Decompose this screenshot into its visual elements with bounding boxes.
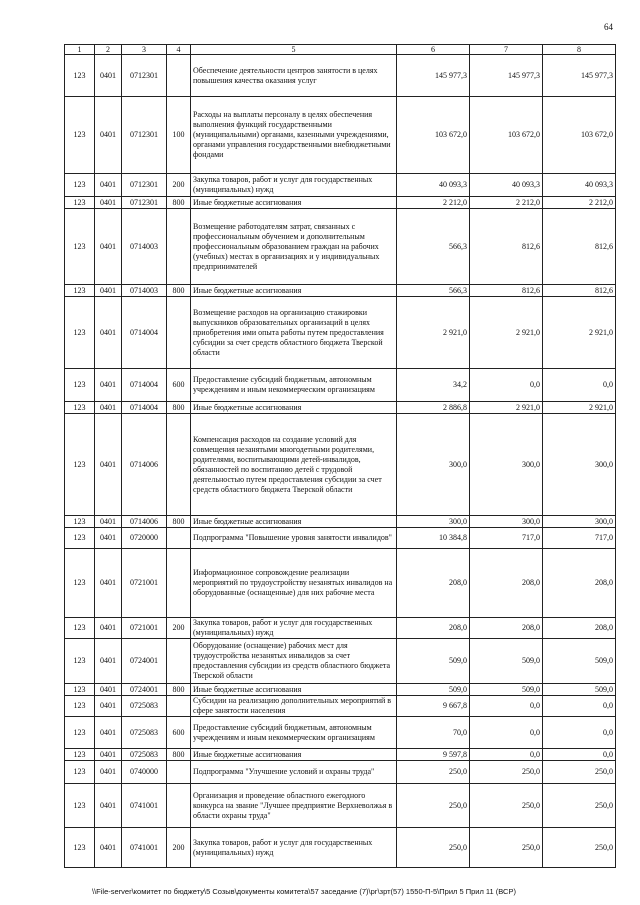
cell-c4	[167, 209, 191, 285]
cell-c1: 123	[65, 97, 95, 174]
cell-c2: 0401	[95, 197, 122, 209]
cell-c2: 0401	[95, 761, 122, 784]
cell-c2: 0401	[95, 749, 122, 761]
cell-v7: 0,0	[470, 717, 543, 749]
cell-c2: 0401	[95, 297, 122, 369]
cell-v8: 509,0	[543, 684, 616, 696]
cell-c2: 0401	[95, 285, 122, 297]
cell-c1: 123	[65, 749, 95, 761]
cell-v7: 40 093,3	[470, 174, 543, 197]
cell-v8: 2 921,0	[543, 297, 616, 369]
cell-v6: 509,0	[397, 684, 470, 696]
cell-c2: 0401	[95, 97, 122, 174]
cell-c2: 0401	[95, 717, 122, 749]
cell-v6: 509,0	[397, 639, 470, 684]
cell-c1: 123	[65, 209, 95, 285]
row-description: Иные бюджетные ассигнования	[191, 749, 397, 761]
cell-v7: 2 921,0	[470, 297, 543, 369]
column-header: 3	[122, 45, 167, 55]
cell-c1: 123	[65, 197, 95, 209]
cell-c2: 0401	[95, 784, 122, 828]
column-header: 7	[470, 45, 543, 55]
cell-c4	[167, 297, 191, 369]
table-row	[65, 761, 616, 784]
table-row	[65, 369, 616, 402]
cell-c3: 0725083	[122, 696, 167, 717]
cell-c4: 600	[167, 717, 191, 749]
table-row	[65, 209, 616, 285]
cell-v8: 717,0	[543, 528, 616, 549]
row-description: Подпрограмма "Улучшение условий и охраны труда"	[191, 761, 397, 784]
cell-c1: 123	[65, 414, 95, 516]
row-description: Иные бюджетные ассигнования	[191, 285, 397, 297]
cell-v8: 0,0	[543, 369, 616, 402]
cell-v8: 250,0	[543, 784, 616, 828]
cell-c3: 0724001	[122, 684, 167, 696]
cell-c4: 200	[167, 174, 191, 197]
cell-c4	[167, 528, 191, 549]
row-description: Оборудование (оснащение) рабочих мест для трудоустройства незанятых инвалидов за счет предоставления субсидии из средств областного бюджета Тверской области	[191, 639, 397, 684]
table-row	[65, 717, 616, 749]
cell-c4: 800	[167, 516, 191, 528]
table-row	[65, 402, 616, 414]
cell-c3: 0712301	[122, 55, 167, 97]
cell-v7: 250,0	[470, 828, 543, 868]
cell-c3: 0714006	[122, 516, 167, 528]
cell-v7: 0,0	[470, 369, 543, 402]
row-description: Иные бюджетные ассигнования	[191, 402, 397, 414]
column-header: 2	[95, 45, 122, 55]
cell-v8: 208,0	[543, 549, 616, 618]
cell-v6: 300,0	[397, 516, 470, 528]
cell-c4: 600	[167, 369, 191, 402]
cell-c1: 123	[65, 618, 95, 639]
cell-v6: 300,0	[397, 414, 470, 516]
cell-v7: 812,6	[470, 209, 543, 285]
cell-c3: 0714003	[122, 209, 167, 285]
cell-c3: 0714003	[122, 285, 167, 297]
budget-table	[64, 44, 616, 868]
cell-v7: 208,0	[470, 549, 543, 618]
cell-c4: 100	[167, 97, 191, 174]
cell-c2: 0401	[95, 402, 122, 414]
cell-v8: 509,0	[543, 639, 616, 684]
cell-c1: 123	[65, 684, 95, 696]
table-row	[65, 197, 616, 209]
cell-v6: 40 093,3	[397, 174, 470, 197]
cell-c3: 0741001	[122, 828, 167, 868]
table-row	[65, 784, 616, 828]
cell-v7: 509,0	[470, 639, 543, 684]
cell-c4	[167, 784, 191, 828]
cell-v7: 145 977,3	[470, 55, 543, 97]
row-description: Возмещение работодателям затрат, связанных с профессиональным обучением и дополнительным профессиональным образованием граждан на рабочих (учебных) местах в организациях и у индивидуальных предпринимателей	[191, 209, 397, 285]
table-row	[65, 749, 616, 761]
cell-v8: 300,0	[543, 414, 616, 516]
cell-c3: 0712301	[122, 97, 167, 174]
cell-v7: 208,0	[470, 618, 543, 639]
cell-v8: 812,6	[543, 209, 616, 285]
cell-c2: 0401	[95, 209, 122, 285]
cell-v8: 40 093,3	[543, 174, 616, 197]
row-description: Предоставление субсидий бюджетным, автономным учреждениям и иным некоммерческим организациям	[191, 369, 397, 402]
cell-c4	[167, 761, 191, 784]
cell-c1: 123	[65, 369, 95, 402]
file-path-footer: \\File-server\комитет по бюджету\5 Созыв\документы комитета\57 заседание (7)\рг\зрт(57) 1550-П-5\Прил 5 Прил 11 (ВСР)	[92, 887, 516, 896]
cell-c2: 0401	[95, 639, 122, 684]
cell-c3: 0712301	[122, 174, 167, 197]
cell-v7: 2 212,0	[470, 197, 543, 209]
cell-c3: 0714004	[122, 297, 167, 369]
cell-v6: 70,0	[397, 717, 470, 749]
cell-v7: 717,0	[470, 528, 543, 549]
column-header: 5	[191, 45, 397, 55]
column-header: 4	[167, 45, 191, 55]
cell-c3: 0725083	[122, 749, 167, 761]
cell-v6: 34,2	[397, 369, 470, 402]
cell-v8: 812,6	[543, 285, 616, 297]
row-description: Иные бюджетные ассигнования	[191, 197, 397, 209]
cell-v8: 2 212,0	[543, 197, 616, 209]
row-description: Подпрограмма "Повышение уровня занятости инвалидов"	[191, 528, 397, 549]
cell-c4	[167, 549, 191, 618]
cell-v8: 0,0	[543, 749, 616, 761]
cell-v6: 103 672,0	[397, 97, 470, 174]
cell-c3: 0741001	[122, 784, 167, 828]
table-row	[65, 414, 616, 516]
cell-v6: 2 886,8	[397, 402, 470, 414]
page-number: 64	[604, 22, 613, 32]
cell-c1: 123	[65, 761, 95, 784]
cell-c1: 123	[65, 174, 95, 197]
cell-c4	[167, 696, 191, 717]
table-row	[65, 285, 616, 297]
cell-v7: 300,0	[470, 414, 543, 516]
row-description: Обеспечение деятельности центров занятости в целях повышения качества оказания услуг	[191, 55, 397, 97]
row-description: Расходы на выплаты персоналу в целях обеспечения выполнения функций государственными (муниципальными) органами, казенными учреждениями, органами управления государственными внебюджетными фондами	[191, 97, 397, 174]
cell-c2: 0401	[95, 549, 122, 618]
cell-c1: 123	[65, 402, 95, 414]
cell-v8: 0,0	[543, 696, 616, 717]
table-row	[65, 174, 616, 197]
cell-c1: 123	[65, 717, 95, 749]
cell-v8: 208,0	[543, 618, 616, 639]
cell-c2: 0401	[95, 828, 122, 868]
cell-v7: 103 672,0	[470, 97, 543, 174]
cell-c1: 123	[65, 784, 95, 828]
row-description: Предоставление субсидий бюджетным, автономным учреждениям и иным некоммерческим организациям	[191, 717, 397, 749]
column-header: 8	[543, 45, 616, 55]
cell-c3: 0721001	[122, 549, 167, 618]
row-description: Закупка товаров, работ и услуг для государственных (муниципальных) нужд	[191, 618, 397, 639]
cell-c4: 800	[167, 684, 191, 696]
row-description: Закупка товаров, работ и услуг для государственных (муниципальных) нужд	[191, 828, 397, 868]
cell-c2: 0401	[95, 618, 122, 639]
cell-c1: 123	[65, 549, 95, 618]
cell-v6: 9 597,8	[397, 749, 470, 761]
table-row	[65, 516, 616, 528]
row-description: Информационное сопровождение реализации мероприятий по трудоустройству незанятых инвалидов на оборудованные (оснащенные) для них рабочие места	[191, 549, 397, 618]
cell-c3: 0721001	[122, 618, 167, 639]
row-description: Компенсация расходов на создание условий для совмещения незанятыми многодетными родителями, родителями, воспитывающими детей-инвалидов, обязанностей по воспитанию детей с трудовой деятельностью путем предоставления субсидии за счет средств областного бюджета Тверской области	[191, 414, 397, 516]
row-description: Иные бюджетные ассигнования	[191, 684, 397, 696]
cell-c2: 0401	[95, 696, 122, 717]
cell-c2: 0401	[95, 369, 122, 402]
cell-c4: 800	[167, 285, 191, 297]
cell-v6: 208,0	[397, 618, 470, 639]
table-row	[65, 97, 616, 174]
table-row	[65, 639, 616, 684]
cell-v7: 250,0	[470, 784, 543, 828]
cell-c4: 800	[167, 197, 191, 209]
cell-c4: 800	[167, 402, 191, 414]
cell-c3: 0714006	[122, 414, 167, 516]
column-header: 1	[65, 45, 95, 55]
table-row	[65, 618, 616, 639]
cell-c1: 123	[65, 55, 95, 97]
table-row	[65, 684, 616, 696]
cell-c2: 0401	[95, 516, 122, 528]
row-description: Субсидии на реализацию дополнительных мероприятий в сфере занятости населения	[191, 696, 397, 717]
column-header: 6	[397, 45, 470, 55]
cell-c1: 123	[65, 285, 95, 297]
cell-c4: 200	[167, 828, 191, 868]
cell-c1: 123	[65, 696, 95, 717]
cell-v6: 566,3	[397, 209, 470, 285]
cell-v6: 2 921,0	[397, 297, 470, 369]
cell-c3: 0740000	[122, 761, 167, 784]
cell-c3: 0714004	[122, 369, 167, 402]
table-row	[65, 549, 616, 618]
cell-c2: 0401	[95, 528, 122, 549]
row-description: Иные бюджетные ассигнования	[191, 516, 397, 528]
cell-c3: 0712301	[122, 197, 167, 209]
table-row	[65, 696, 616, 717]
cell-v8: 250,0	[543, 761, 616, 784]
cell-v6: 250,0	[397, 828, 470, 868]
cell-v6: 566,3	[397, 285, 470, 297]
cell-c2: 0401	[95, 414, 122, 516]
cell-v7: 0,0	[470, 749, 543, 761]
table-row	[65, 828, 616, 868]
cell-v6: 2 212,0	[397, 197, 470, 209]
cell-c2: 0401	[95, 684, 122, 696]
cell-v6: 145 977,3	[397, 55, 470, 97]
cell-v7: 509,0	[470, 684, 543, 696]
cell-c1: 123	[65, 516, 95, 528]
cell-v6: 9 667,8	[397, 696, 470, 717]
row-description: Закупка товаров, работ и услуг для государственных (муниципальных) нужд	[191, 174, 397, 197]
cell-c4: 200	[167, 618, 191, 639]
cell-v7: 300,0	[470, 516, 543, 528]
cell-v7: 0,0	[470, 696, 543, 717]
cell-v6: 250,0	[397, 784, 470, 828]
cell-c3: 0725083	[122, 717, 167, 749]
cell-c2: 0401	[95, 174, 122, 197]
column-number-header	[65, 45, 616, 55]
cell-c1: 123	[65, 297, 95, 369]
table-row	[65, 55, 616, 97]
row-description: Возмещение расходов на организацию стажировки выпускников образовательных организаций в целях приобретения ими опыта работы путем предоставления субсидии за счет средств областного бюджета Тверской области	[191, 297, 397, 369]
table-row	[65, 297, 616, 369]
cell-c4	[167, 639, 191, 684]
cell-c4: 800	[167, 749, 191, 761]
cell-c4	[167, 414, 191, 516]
cell-c1: 123	[65, 528, 95, 549]
cell-v7: 2 921,0	[470, 402, 543, 414]
cell-v6: 10 384,8	[397, 528, 470, 549]
cell-v6: 208,0	[397, 549, 470, 618]
cell-c1: 123	[65, 639, 95, 684]
cell-c1: 123	[65, 828, 95, 868]
cell-v8: 250,0	[543, 828, 616, 868]
cell-v8: 0,0	[543, 717, 616, 749]
cell-v8: 300,0	[543, 516, 616, 528]
cell-v8: 103 672,0	[543, 97, 616, 174]
cell-v6: 250,0	[397, 761, 470, 784]
row-description: Организация и проведение областного ежегодного конкурса на звание "Лучшее предприятие Верхневолжья в области охраны труда"	[191, 784, 397, 828]
cell-v8: 2 921,0	[543, 402, 616, 414]
cell-c3: 0720000	[122, 528, 167, 549]
cell-v7: 812,6	[470, 285, 543, 297]
cell-v7: 250,0	[470, 761, 543, 784]
cell-c3: 0714004	[122, 402, 167, 414]
cell-c2: 0401	[95, 55, 122, 97]
cell-c4	[167, 55, 191, 97]
table-row	[65, 528, 616, 549]
cell-c3: 0724001	[122, 639, 167, 684]
cell-v8: 145 977,3	[543, 55, 616, 97]
